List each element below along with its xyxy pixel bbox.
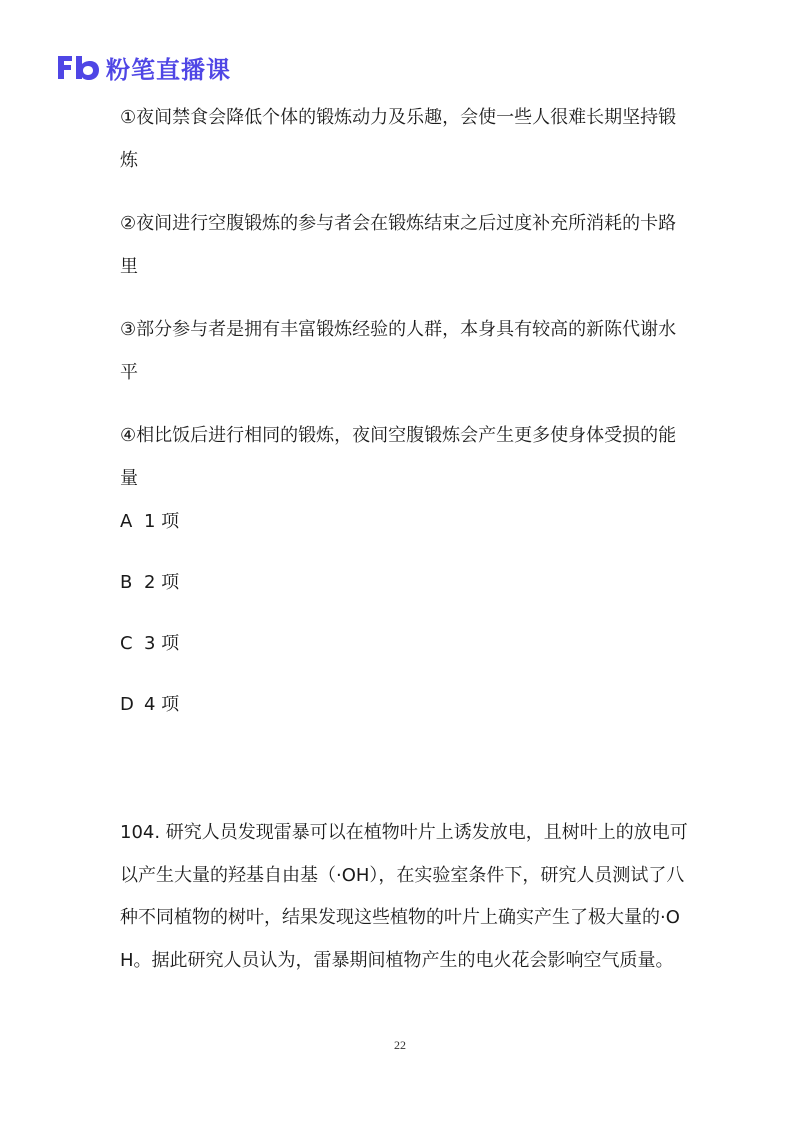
statement-2: ②夜间进行空腹锻炼的参与者会在锻炼结束之后过度补充所消耗的卡路里 — [120, 213, 677, 277]
fb-logo-icon — [56, 52, 100, 82]
statement-4: ④相比饭后进行相同的锻炼，夜间空腹锻炼会产生更多使身体受损的能量 — [120, 425, 677, 489]
statement-1: ①夜间禁食会降低个体的锻炼动力及乐趣，会使一些人很难长期坚持锻炼 — [120, 107, 677, 171]
question-text: 104. 研究人员发现雷暴可以在植物叶片上诱发放电，且树叶上的放电可以产生大量的羟基自由基（·OH），在实验室条件下，研究人员测试了八种不同植物的树叶，结果发现这些植物的叶片上确实产生了极大量的·OH。据此研究人员认为，雷暴期间植物产生的电火花会影响空气质量。 — [120, 822, 688, 971]
option-text: 3 项 — [144, 633, 180, 654]
page-number: 22 — [394, 1038, 406, 1052]
question-body — [120, 96, 680, 726]
option-letter: D — [120, 694, 134, 715]
option-d — [120, 683, 680, 726]
option-letter: C — [120, 633, 133, 654]
question-104 — [120, 812, 692, 982]
option-c — [120, 622, 680, 665]
option-text: 2 项 — [144, 572, 180, 593]
option-text: 4 项 — [144, 694, 180, 715]
page-header — [56, 50, 231, 84]
option-text: 1 项 — [144, 511, 180, 532]
option-a — [120, 500, 680, 543]
option-b — [120, 561, 680, 604]
statement-3: ③部分参与者是拥有丰富锻炼经验的人群，本身具有较高的新陈代谢水平 — [120, 319, 677, 383]
option-letter: B — [120, 572, 133, 593]
brand-name: 粉笔直播课 — [106, 55, 231, 84]
option-letter: A — [120, 511, 133, 532]
